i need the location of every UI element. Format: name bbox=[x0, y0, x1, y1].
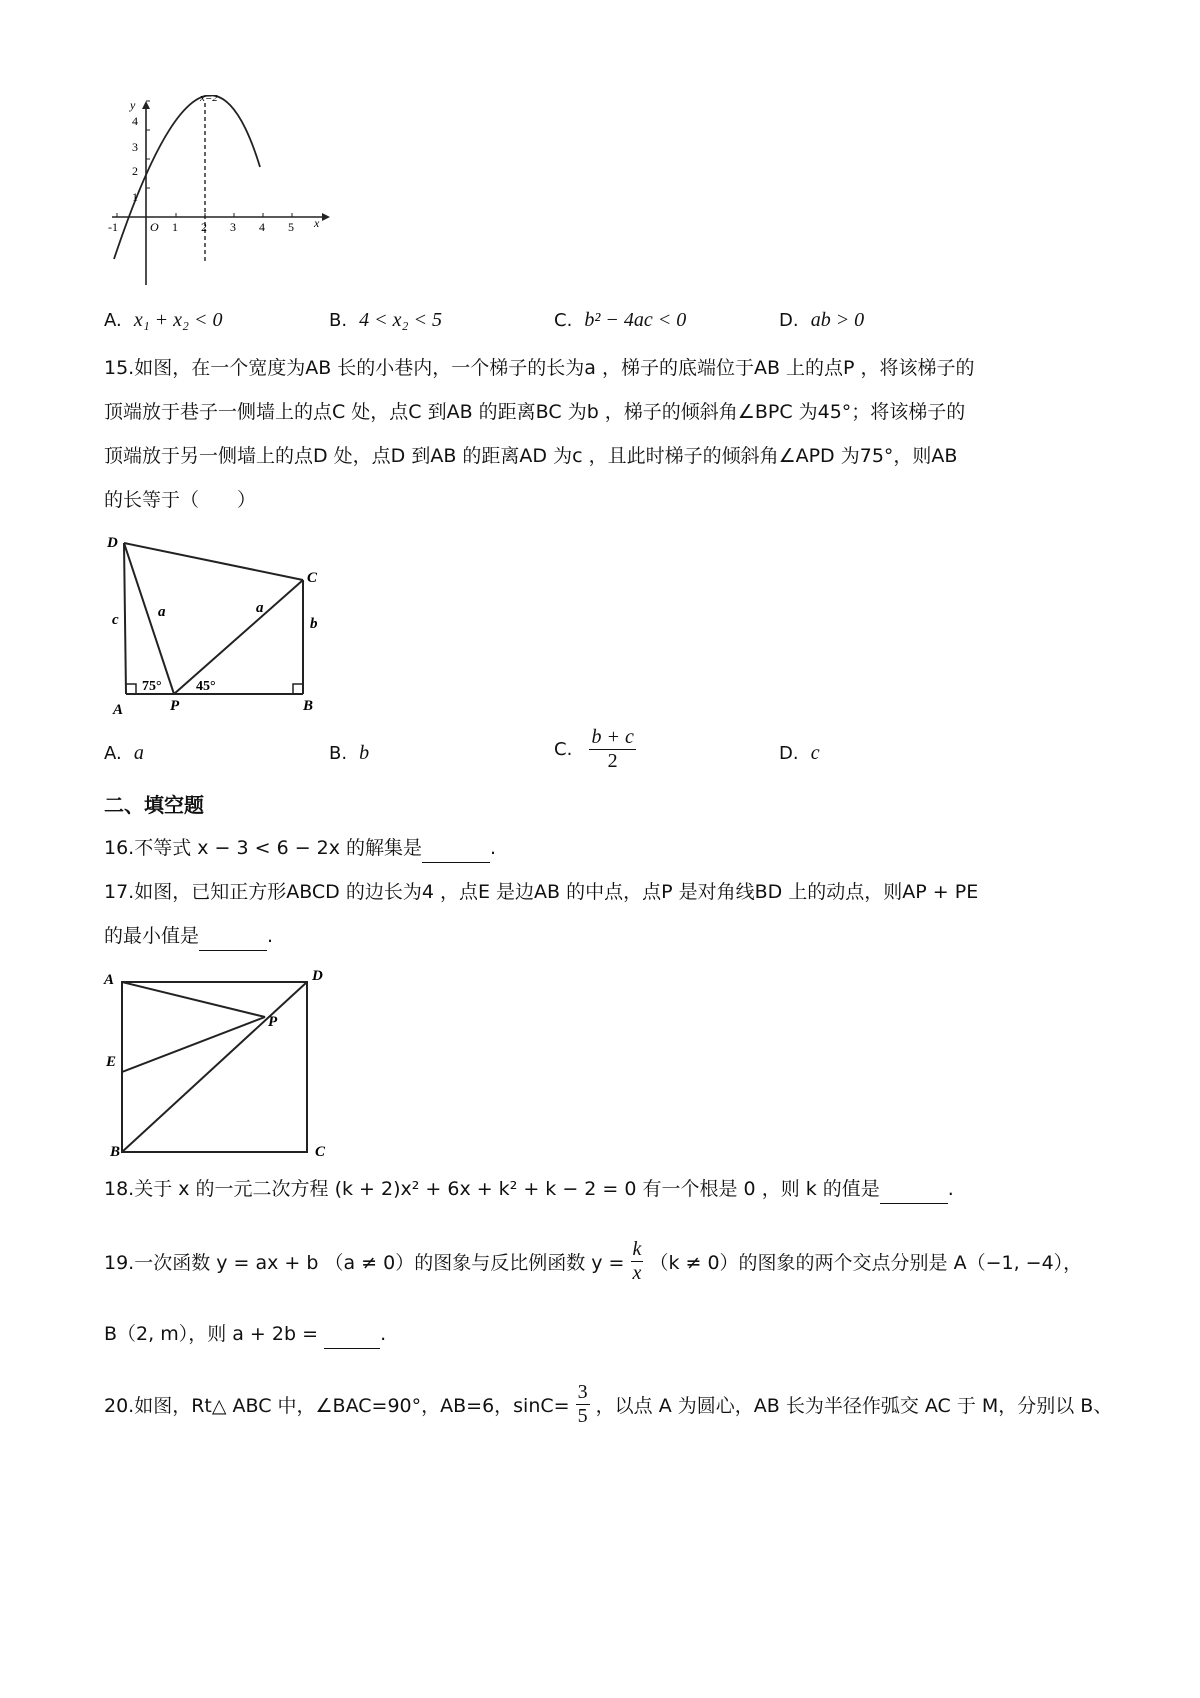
q14-option-c bbox=[554, 305, 686, 336]
q18 bbox=[104, 1174, 954, 1204]
point-c: C bbox=[307, 570, 318, 586]
label-origin: O bbox=[150, 220, 159, 234]
q19-end: . bbox=[380, 1323, 387, 1345]
fraction-denominator: x bbox=[632, 1262, 642, 1284]
label-x2: x=2 bbox=[200, 95, 218, 104]
q17-line1: 17.如图，已知正方形ABCD 的边长为4 ，点E 是边AB 的中点，点P 是对角线BD 上的动点，则AP + PE bbox=[104, 881, 979, 903]
option-letter: A. bbox=[104, 310, 122, 331]
right-angle-b bbox=[293, 684, 303, 694]
q14-option-b bbox=[329, 305, 442, 336]
point-e: E bbox=[106, 1054, 117, 1070]
point-a: A bbox=[113, 702, 124, 718]
point-p: P bbox=[268, 1014, 278, 1030]
option-expr: c bbox=[810, 742, 820, 764]
tick-x-5: 5 bbox=[288, 220, 294, 234]
option-letter: C. bbox=[554, 739, 573, 760]
diagonal-bd bbox=[122, 982, 307, 1152]
tick-y-4: 4 bbox=[132, 114, 138, 128]
fraction-numerator: k bbox=[632, 1238, 642, 1260]
segment-dc bbox=[124, 543, 303, 580]
q18-end: . bbox=[947, 1178, 954, 1200]
option-expr: b² − 4ac < 0 bbox=[584, 309, 687, 331]
q20-part2: ，以点 A 为圆心，AB 长为半径作弧交 AC 于 M，分别以 B、 bbox=[595, 1395, 1113, 1417]
q16-end: . bbox=[490, 837, 497, 859]
q19-part2: （k ≠ 0）的图象的两个交点分别是 A（−1, −4）， bbox=[649, 1252, 1083, 1274]
x-axis-arrow bbox=[322, 213, 330, 221]
section-title: 二、填空题 bbox=[104, 793, 204, 817]
label-b: b bbox=[310, 616, 318, 632]
q20-line1 bbox=[104, 1381, 1112, 1428]
answer-blank bbox=[324, 1328, 380, 1349]
q15-line1: 15.如图，在一个宽度为AB 长的小巷内，一个梯子的长为a ，梯子的底端位于AB 上的点P ，将该梯子的 bbox=[104, 357, 975, 379]
fraction-denominator: 2 bbox=[607, 750, 618, 772]
q20-fraction bbox=[576, 1381, 590, 1428]
y-axis-arrow bbox=[142, 101, 150, 109]
q16-text: 16.不等式 x − 3 < 6 − 2x 的解集是 bbox=[104, 837, 423, 859]
parabola-graph bbox=[100, 95, 340, 295]
segment-ap bbox=[122, 982, 265, 1017]
option-letter: D. bbox=[779, 743, 799, 764]
angle-75: 75° bbox=[142, 679, 162, 694]
segment-ad bbox=[124, 543, 126, 694]
label-x: x bbox=[314, 216, 320, 230]
option-letter: B. bbox=[329, 743, 348, 764]
option-expr: b bbox=[359, 742, 370, 764]
point-b: B bbox=[110, 1144, 121, 1160]
option-expr: x₁ + x₂ < 0 bbox=[133, 309, 223, 331]
tick-x-3: 3 bbox=[230, 220, 236, 234]
option-letter: D. bbox=[779, 310, 799, 331]
q15-option-d bbox=[779, 738, 820, 769]
label-a-left: a bbox=[158, 604, 166, 620]
option-letter: B. bbox=[329, 310, 348, 331]
right-angle-a bbox=[126, 684, 136, 694]
option-letter: A. bbox=[104, 743, 122, 764]
tick-x-1: 1 bbox=[172, 220, 178, 234]
option-fraction bbox=[589, 726, 635, 773]
tick-x-2: 2 bbox=[201, 220, 207, 234]
label-y: y bbox=[130, 98, 136, 112]
q20-part1: 20.如图，Rt△ ABC 中，∠BAC=90°，AB=6，sinC= bbox=[104, 1395, 570, 1417]
q19-text2: B（2, m），则 a + 2b = bbox=[104, 1323, 319, 1345]
answer-blank bbox=[880, 1183, 948, 1204]
point-b: B bbox=[303, 698, 314, 714]
segment-ep bbox=[122, 1017, 265, 1072]
point-a: A bbox=[104, 972, 115, 988]
q19-part1: 19.一次函数 y = ax + b （a ≠ 0）的图象与反比例函数 y = bbox=[104, 1252, 625, 1274]
fraction-denominator: 5 bbox=[577, 1405, 588, 1427]
q15-option-b bbox=[329, 738, 369, 769]
q17-end: . bbox=[267, 925, 274, 947]
fraction-numerator: b + c bbox=[591, 726, 634, 748]
tick-y-1: 1 bbox=[132, 190, 138, 204]
point-d: D bbox=[107, 535, 118, 551]
tick-x-4: 4 bbox=[259, 220, 265, 234]
angle-45: 45° bbox=[196, 679, 216, 694]
q15-line4: 的长等于（ ） bbox=[104, 489, 257, 511]
q19-line1 bbox=[104, 1238, 1082, 1285]
ladder-figure bbox=[100, 528, 340, 718]
point-c: C bbox=[315, 1144, 326, 1160]
tick-y-2: 2 bbox=[132, 164, 138, 178]
answer-blank bbox=[422, 842, 490, 863]
tick-y-3: 3 bbox=[132, 140, 138, 154]
q15-line3: 顶端放于另一侧墙上的点D 处，点D 到AB 的距离AD 为c ，且此时梯子的倾斜角∠APD 为75°，则AB bbox=[104, 445, 958, 467]
option-expr: ab > 0 bbox=[810, 309, 865, 331]
option-expr: 4 < x₂ < 5 bbox=[359, 309, 442, 331]
q17-text: 的最小值是 bbox=[104, 925, 200, 947]
q15-option-c bbox=[554, 726, 636, 773]
option-expr: a bbox=[133, 742, 144, 764]
ladder-pc bbox=[174, 580, 303, 694]
q19-fraction bbox=[631, 1238, 644, 1285]
q14-option-d bbox=[779, 305, 864, 336]
point-d: D bbox=[312, 968, 323, 984]
q15-option-a bbox=[104, 738, 144, 769]
q16 bbox=[104, 833, 496, 863]
label-c: c bbox=[112, 612, 119, 628]
ladder-pd bbox=[124, 543, 174, 694]
label-a-right: a bbox=[256, 600, 264, 616]
q19-line2 bbox=[104, 1319, 386, 1349]
tick-x-neg1: -1 bbox=[108, 220, 118, 234]
q14-option-a bbox=[104, 305, 222, 336]
q15-line2: 顶端放于巷子一侧墙上的点C 处，点C 到AB 的距离BC 为b ，梯子的倾斜角∠BPC 为45°；将该梯子的 bbox=[104, 401, 966, 423]
answer-blank bbox=[199, 930, 267, 951]
q17-line2 bbox=[104, 921, 273, 951]
square-figure bbox=[100, 960, 340, 1160]
fraction-numerator: 3 bbox=[577, 1381, 588, 1403]
q18-text: 18.关于 x 的一元二次方程 (k + 2)x² + 6x + k² + k − 2 = 0 有一个根是 0 ，则 k 的值是 bbox=[104, 1178, 880, 1200]
option-letter: C. bbox=[554, 310, 573, 331]
point-p: P bbox=[170, 698, 180, 714]
